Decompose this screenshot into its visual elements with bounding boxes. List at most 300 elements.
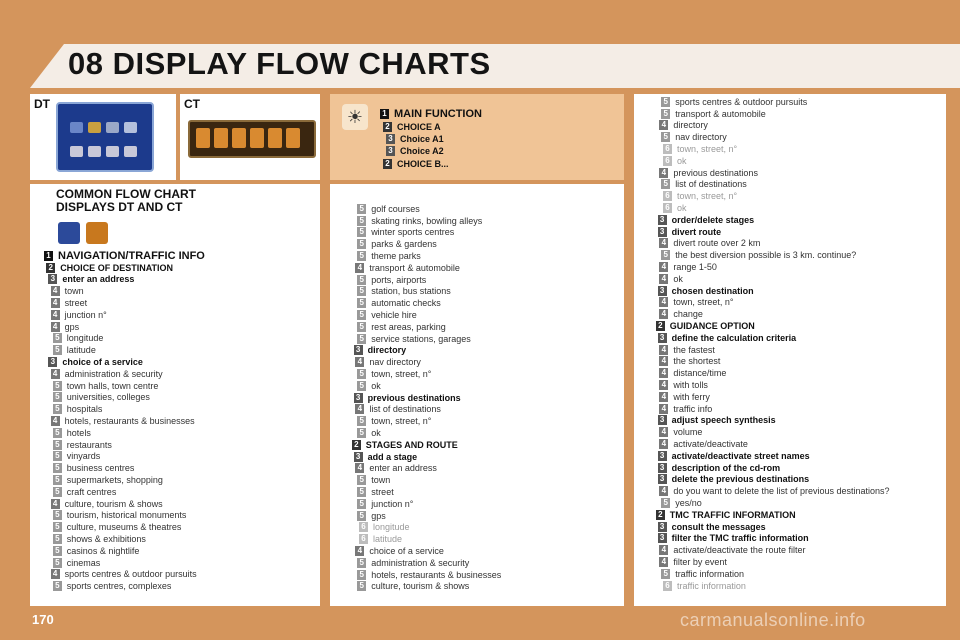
list-item [357,581,469,593]
ct-label: CT [184,97,200,111]
level-badge: 6 [663,144,672,154]
list-item-text: winter sports centres [371,227,455,238]
level-badge: 5 [661,179,670,189]
list-item-text: town, street, n° [677,191,738,202]
level-badge: 3 [354,452,363,462]
list-item [659,238,760,250]
level-badge: 4 [659,262,668,272]
list-item-text: the best diversion possible is 3 km. continue? [675,250,857,261]
list-item-text: divert route [671,226,722,237]
level-badge: 5 [357,499,366,509]
level-badge: 4 [659,120,668,130]
list-item-text: ports, airports [371,274,427,285]
list-item [357,427,381,439]
level-badge: 3 [658,451,667,461]
ct-screen-image [188,120,316,158]
list-item-text: CHOICE OF DESTINATION [60,262,174,273]
list-item-text: culture, tourism & shows [371,581,470,592]
level-badge: 3 [658,474,667,484]
list-item-text: gps [64,321,80,332]
list-item-text: list of destinations [369,404,441,415]
level-badge: 4 [659,486,668,496]
list-item [355,404,441,416]
list-item-text: longitude [66,333,104,344]
level-badge: 5 [661,109,670,119]
list-item [658,226,722,238]
list-item [661,568,744,580]
level-badge: 2 [383,159,392,169]
level-badge: 4 [659,439,668,449]
common-title-line1: COMMON FLOW CHART [56,187,196,201]
level-badge: 2 [352,440,361,450]
list-item [53,533,146,545]
list-item [357,286,451,298]
level-badge: 2 [383,122,392,132]
level-badge: 6 [359,522,368,532]
list-item-text: activate/deactivate street names [671,450,810,461]
list-item [659,344,715,356]
level-badge: 3 [386,134,395,144]
level-badge: 5 [53,558,62,568]
list-item [359,533,402,545]
list-item [53,557,101,569]
list-item [661,497,702,509]
level-badge: 3 [658,415,667,425]
list-item [659,379,708,391]
common-title-line2: DISPLAYS DT AND CT [56,200,183,214]
level-badge: 5 [661,97,670,107]
level-badge: 5 [357,286,366,296]
list-item-text: Choice A1 [400,133,444,144]
list-item [659,297,733,309]
common-flow-chart-title [56,188,196,214]
level-badge: 4 [659,274,668,284]
list-item [357,474,390,486]
list-item-text: volume [673,427,703,438]
list-item [357,238,437,250]
list-item [383,158,449,170]
list-item [53,427,91,439]
level-badge: 5 [53,546,62,556]
level-badge: 5 [357,428,366,438]
level-badge: 3 [354,393,363,403]
list-item [659,485,889,497]
level-badge: 4 [659,368,668,378]
list-item-text: ok [677,203,687,214]
list-item-text: range 1-50 [673,262,717,273]
list-item [53,580,172,592]
list-item-text: administration & security [371,557,470,568]
level-badge: 6 [663,581,672,591]
level-badge: 5 [53,345,62,355]
list-item-text: parks & gardens [371,239,437,250]
list-item [658,521,766,533]
dt-screen-image [56,102,154,172]
level-badge: 5 [53,333,62,343]
list-item-text: CHOICE B... [397,158,449,169]
level-badge: 3 [658,286,667,296]
level-badge: 4 [51,369,60,379]
list-item-text: divert route over 2 km [673,238,761,249]
list-item-text: change [673,309,703,320]
level-badge: 3 [658,463,667,473]
list-item-text: choice of a service [62,357,143,368]
list-item-text: town, street, n° [673,297,734,308]
level-badge: 4 [659,392,668,402]
list-item-text: sports centres & outdoor pursuits [675,96,808,107]
list-item [357,227,454,239]
list-item-text: activate/deactivate [673,439,748,450]
nav-icon [70,122,83,133]
list-item [357,215,482,227]
level-badge: 4 [659,345,668,355]
level-badge: 5 [357,227,366,237]
level-badge: 4 [659,404,668,414]
list-item-text: casinos & nightlife [66,545,140,556]
list-item [659,544,805,556]
clock-icon [70,146,83,157]
list-item [659,391,710,403]
list-item [51,368,163,380]
list-item [53,380,159,392]
list-item [661,179,747,191]
list-item-text: universities, colleges [66,392,150,403]
list-item [48,356,143,368]
level-badge: 5 [53,463,62,473]
level-badge: 5 [357,381,366,391]
level-badge: 5 [357,310,366,320]
list-item [53,439,112,451]
list-item [355,545,444,557]
list-item-text: transport & automobile [675,108,766,119]
list-item [53,392,150,404]
list-item [659,556,727,568]
level-badge: 5 [357,298,366,308]
list-item-text: directory [367,345,407,356]
level-badge: 5 [357,369,366,379]
list-item [663,202,687,214]
list-item-text: with ferry [673,391,710,402]
level-badge: 5 [357,558,366,568]
level-badge: 5 [53,392,62,402]
list-item [659,261,717,273]
level-badge: 5 [53,404,62,414]
list-item-text: golf courses [371,203,420,214]
level-badge: 5 [357,475,366,485]
level-badge: 5 [53,581,62,591]
list-item-text: the shortest [673,356,721,367]
list-item-text: adjust speech synthesis [671,415,776,426]
level-badge: 4 [659,238,668,248]
directory-icon [250,128,264,148]
level-badge: 2 [656,321,665,331]
level-badge: 3 [48,357,57,367]
settings-icon [268,128,282,148]
level-badge: 4 [51,416,60,426]
list-item-text: nav directory [675,132,727,143]
list-item-text: street [64,298,88,309]
level-badge: 3 [354,345,363,355]
level-badge: 5 [661,132,670,142]
list-item-text: add a stage [367,451,418,462]
phone-icon [232,128,246,148]
level-badge: 5 [357,581,366,591]
level-badge: 3 [658,522,667,532]
list-item [53,403,103,415]
list-item-text: rest areas, parking [371,321,446,332]
level-badge: 5 [53,510,62,520]
level-badge: 4 [659,356,668,366]
level-badge: 5 [357,216,366,226]
list-item-text: town, street, n° [677,144,738,155]
level-badge: 5 [357,239,366,249]
list-item [659,308,703,320]
level-badge: 1 [380,109,389,119]
list-item [46,262,173,274]
list-item-text: hospitals [66,404,103,415]
list-item-text: consult the messages [671,521,766,532]
list-item-text: latitude [66,345,96,356]
list-item [53,474,163,486]
list-item [53,545,140,557]
page-number: 170 [32,612,54,627]
list-item [357,498,413,510]
audio-icon [214,128,228,148]
list-item [656,320,755,332]
list-item-text: junction n° [371,498,414,509]
list-item [659,120,708,132]
level-badge: 5 [661,250,670,260]
list-item-text: theme parks [371,251,421,262]
list-item-text: transport & automobile [369,262,460,273]
list-item-text: GUIDANCE OPTION [669,321,755,332]
level-badge: 4 [355,357,364,367]
list-item [355,463,437,475]
list-item [357,309,417,321]
watermark: carmanualsonline.info [680,610,866,630]
list-item [53,486,117,498]
list-item [44,250,205,262]
list-item-text: directory [673,120,708,131]
level-badge: 4 [51,499,60,509]
list-item-text: longitude [373,522,410,533]
list-item-text: shows & exhibitions [66,534,146,545]
list-item [355,356,421,368]
list-item [658,285,754,297]
level-badge: 4 [659,557,668,567]
level-badge: 4 [659,297,668,307]
list-item [658,462,781,474]
info-icon [124,122,137,133]
list-item [53,333,104,345]
list-item [357,380,381,392]
level-badge: 5 [357,416,366,426]
level-badge: 5 [53,475,62,485]
list-item [659,273,683,285]
level-badge: 4 [51,569,60,579]
list-item-text: street [371,487,394,498]
list-item [48,274,134,286]
list-item-text: sports centres, complexes [66,581,172,592]
list-item-text: Choice A2 [400,146,444,157]
list-item-text: nav directory [369,357,421,368]
list-item [661,96,807,108]
level-badge: 6 [663,156,672,166]
list-item [357,250,421,262]
level-badge: 5 [357,322,366,332]
list-item [658,474,810,486]
list-item-text: supermarkets, shopping [66,475,163,486]
level-badge: 4 [51,310,60,320]
list-item-text: junction n° [64,309,107,320]
level-badge: 3 [658,333,667,343]
list-item-text: ok [677,155,687,166]
list-item [357,203,420,215]
phone-icon [106,122,119,133]
level-badge: 3 [658,215,667,225]
list-item-text: vehicle hire [371,310,417,321]
list-item [357,368,431,380]
list-item [659,426,702,438]
list-item-text: skating rinks, bowling alleys [371,215,483,226]
level-badge: 5 [357,487,366,497]
list-item-text: CHOICE A [397,121,441,132]
list-item [53,344,96,356]
legend-panel [330,94,624,180]
level-badge: 4 [355,263,364,273]
list-item-text: filter by event [673,557,727,568]
list-item-text: tourism, historical monuments [66,510,187,521]
list-item [359,522,410,534]
list-item-text: hotels [66,427,91,438]
level-badge: 4 [355,546,364,556]
list-item-text: gps [371,510,386,521]
level-badge: 3 [386,146,395,156]
list-item-text: NAVIGATION/TRAFFIC INFO [58,249,205,262]
list-item-text: MAIN FUNCTION [394,108,482,121]
list-item [354,392,461,404]
list-item [659,356,720,368]
level-badge: 4 [659,168,668,178]
list-item-text: choice of a service [369,546,444,557]
list-item-text: hotels, restaurants & businesses [64,416,195,427]
list-item [352,439,458,451]
list-item-text: cinemas [66,557,101,568]
list-item [357,569,501,581]
list-item [380,108,482,120]
list-item-text: previous destinations [673,167,758,178]
settings-icon [88,146,101,157]
list-item [661,131,727,143]
list-item-text: service stations, garages [371,333,471,344]
list-item-text: hotels, restaurants & businesses [371,569,502,580]
level-badge: 4 [355,463,364,473]
level-badge: 3 [658,227,667,237]
list-item-text: ok [673,273,683,284]
list-item-text: STAGES AND ROUTE [365,439,458,450]
level-badge: 5 [357,570,366,580]
list-item-text: ok [371,380,381,391]
list-item [53,521,182,533]
list-item [53,510,187,522]
list-item-text: sports centres & outdoor pursuits [64,569,197,580]
list-item [386,133,444,145]
list-item [659,403,712,415]
level-badge: 5 [53,451,62,461]
list-item-text: town [371,475,391,486]
level-badge: 4 [51,298,60,308]
list-item-text: previous destinations [367,392,461,403]
list-item-text: delete the previous destinations [671,474,810,485]
message-icon [286,128,300,148]
list-item [357,510,386,522]
list-item-text: restaurants [66,439,112,450]
level-badge: 4 [659,427,668,437]
list-item [357,297,441,309]
dt-label: DT [34,97,50,111]
level-badge: 5 [53,522,62,532]
level-badge: 5 [357,334,366,344]
list-item [355,262,460,274]
list-item-text: chosen destination [671,285,754,296]
list-item-text: traffic information [675,568,745,579]
list-item [663,190,737,202]
list-item-text: vinyards [66,451,101,462]
list-item-text: automatic checks [371,298,441,309]
page-title: 08 DISPLAY FLOW CHARTS [68,46,491,81]
list-item-text: list of destinations [675,179,747,190]
level-badge: 5 [53,534,62,544]
level-badge: 1 [44,251,53,261]
list-item [357,321,446,333]
list-item [386,145,444,157]
list-item-text: craft centres [66,486,117,497]
list-item [53,451,101,463]
list-item [658,450,810,462]
list-item [663,155,687,167]
list-item-text: town, street, n° [371,369,432,380]
directory-icon [106,146,119,157]
list-item-text: yes/no [675,498,702,509]
list-item-text: enter an address [369,463,437,474]
list-item [354,451,418,463]
list-item [659,167,758,179]
audio-icon [88,122,101,133]
level-badge: 6 [663,191,672,201]
level-badge: 2 [656,510,665,520]
level-badge: 3 [48,274,57,284]
list-item-text: with tolls [673,380,708,391]
level-badge: 5 [53,381,62,391]
level-badge: 3 [658,533,667,543]
level-badge: 4 [51,322,60,332]
list-item-text: activate/deactivate the route filter [673,545,806,556]
list-item [659,438,748,450]
level-badge: 4 [659,309,668,319]
level-badge: 5 [357,204,366,214]
level-badge: 5 [357,511,366,521]
navigation-icon [58,222,80,244]
level-badge: 5 [53,487,62,497]
list-item-text: ok [371,428,381,439]
list-item-text: enter an address [62,274,135,285]
level-badge: 6 [359,534,368,544]
level-badge: 2 [46,263,55,273]
list-item-text: town, street, n° [371,416,432,427]
list-item [658,415,776,427]
list-item-text: business centres [66,463,135,474]
list-item-text: TMC TRAFFIC INFORMATION [669,509,796,520]
